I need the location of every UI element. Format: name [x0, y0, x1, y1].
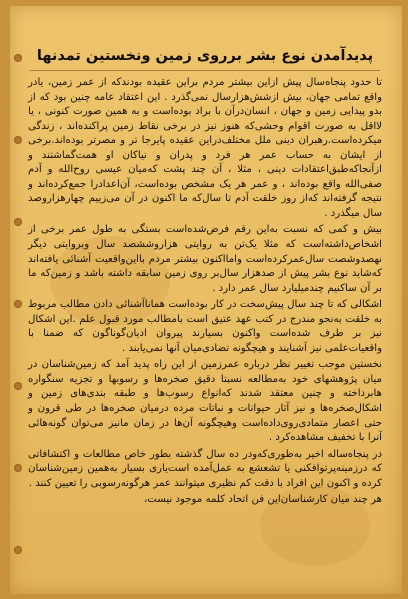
binding-hole	[14, 382, 22, 390]
paragraph: نخستین موجب تغییر نظر درباره عمرزمین از این راه پدید آمد که زمین‌شناسان در میان پژوهشهای خود به‌مطالعه نسبتا دقیق صخره‌ها و رسوبها و تجزیه سنگواره هابرداخته و چنین معتقد شدند که‌انواع رسوب‌ها و طبقه بندی‌های زمین و اشکال‌صخره‌ها و نیز آثار حیوانات و نباتات مرده درمیان صخره‌ها در طی قرون و حتی اعصار متمادی‌روی‌داده‌است وهیچگونه آن‌ها در زمان مانیز می‌توان گونه‌هائی آنرا با تخفیف مشاهده‌کرد .	[28, 359, 382, 444]
binding-hole	[14, 300, 22, 308]
binding-hole	[14, 546, 22, 554]
body-text	[28, 76, 382, 510]
paragraph: بیش و کمی که نسبت به‌این رقم فرض‌شده‌است بستگی به طول عمر برخی از اشخاص‌داشته‌است که مثلا یک‌تن به روایتی هزاروششصد سال وبروایتی دیگر نهصدوشصت سال‌عمرکرده‌است وامااکنون بیشتر مردم بااین‌واقعیت آشنائی یافته‌اند که‌شاید نوع بشر پیش از صدهزار سال‌بر روی زمین سابقه داشته باشد و زمین‌که ما بر آن ساکنیم چندمیلیارد سال عمر دارد .	[28, 224, 382, 294]
page-title: پدیدآمدن نوع بشر برروی زمین ونخستین تمدنها	[36, 48, 374, 64]
paragraph: اشکالی که تا چند سال پیش‌سخت در کار بوده‌است همانا‌آشنائی دادن مطالب مربوط به خلقت به‌نحو مندرج در کتب عهد عتیق است بامطالب مورد قبول علم .این اشکال نیز بر طرف شده‌است واکنون بسیارند پیروان ادیان‌گوناگون که ضمنا با واقعیات‌علمی نیز آشنایند و هیچگونه تضادی‌میان آنها نمی‌یابند .	[28, 299, 382, 354]
binding-hole	[14, 54, 22, 62]
binding-hole	[14, 136, 22, 144]
paragraph: تا حدود پنجاه‌سال پیش ازاین بیشتر مردم براین عقیده بودندکه از عمر زمین، یادر واقع تمامی جهان، بیش ازشش‌هزارسال نمی‌گذرد . این اعتقاد عامه چنین بود که از بدو پیدایی زمین و جهان ، انسان‌درآن با براد بوده‌است و به همین صورت کنونی ، یا لااقل به صورت اقوام وحشی‌که هنوز نیز در برخی نقاط زمین پراکنده‌اند ، زندگی میکرده‌است.رهبران دینی ملل مختلف‌دراین عقیده پایرجا تر و مصرتر بوده‌اند.برخی از ایشان به حساب عمر هر فرد و پدران و نیاکان او همت‌گماشتند و ازآنجاکه‌طبق‌اعتقادات دینی ، مثلا ، آن چند پشت که‌میان عیسی روح‌الله و آدم صفی‌الله واقع بوده‌اند ، و عمر هر یک مشخص بوده‌است، آن‌اعداد‌را جمع‌کرده‌اند و نتیجه گرفته‌اند که‌از روز خلقت آدم تا سال‌که ما اکنون در آن می‌زییم چهارهزاروصد سال میگذرد .	[28, 77, 382, 219]
binding-hole	[14, 218, 22, 226]
paragraph: هر چند میان کارشناسان‌این فن اتحاد کلمه موجود نیست،	[143, 494, 382, 506]
document-page	[10, 6, 402, 594]
binding-holes	[12, 6, 26, 594]
title-divider	[30, 70, 380, 71]
binding-hole	[14, 464, 22, 472]
paragraph: در پنجاه‌ساله اخیر به‌طوری‌که‌ودر ده سال گذشته بطور خاص مطالعات و اکتشافاتی که درزمینه‌پرتوافکنی یا تشعشع به عمل‌آمده است‌یاری بسیار به‌همین زمین‌شناسان کرده و اکنون این افراد با دقت کم نظیری میتوانند عمر هرگونه‌رسوبی را تعیین کنند .	[28, 448, 382, 489]
